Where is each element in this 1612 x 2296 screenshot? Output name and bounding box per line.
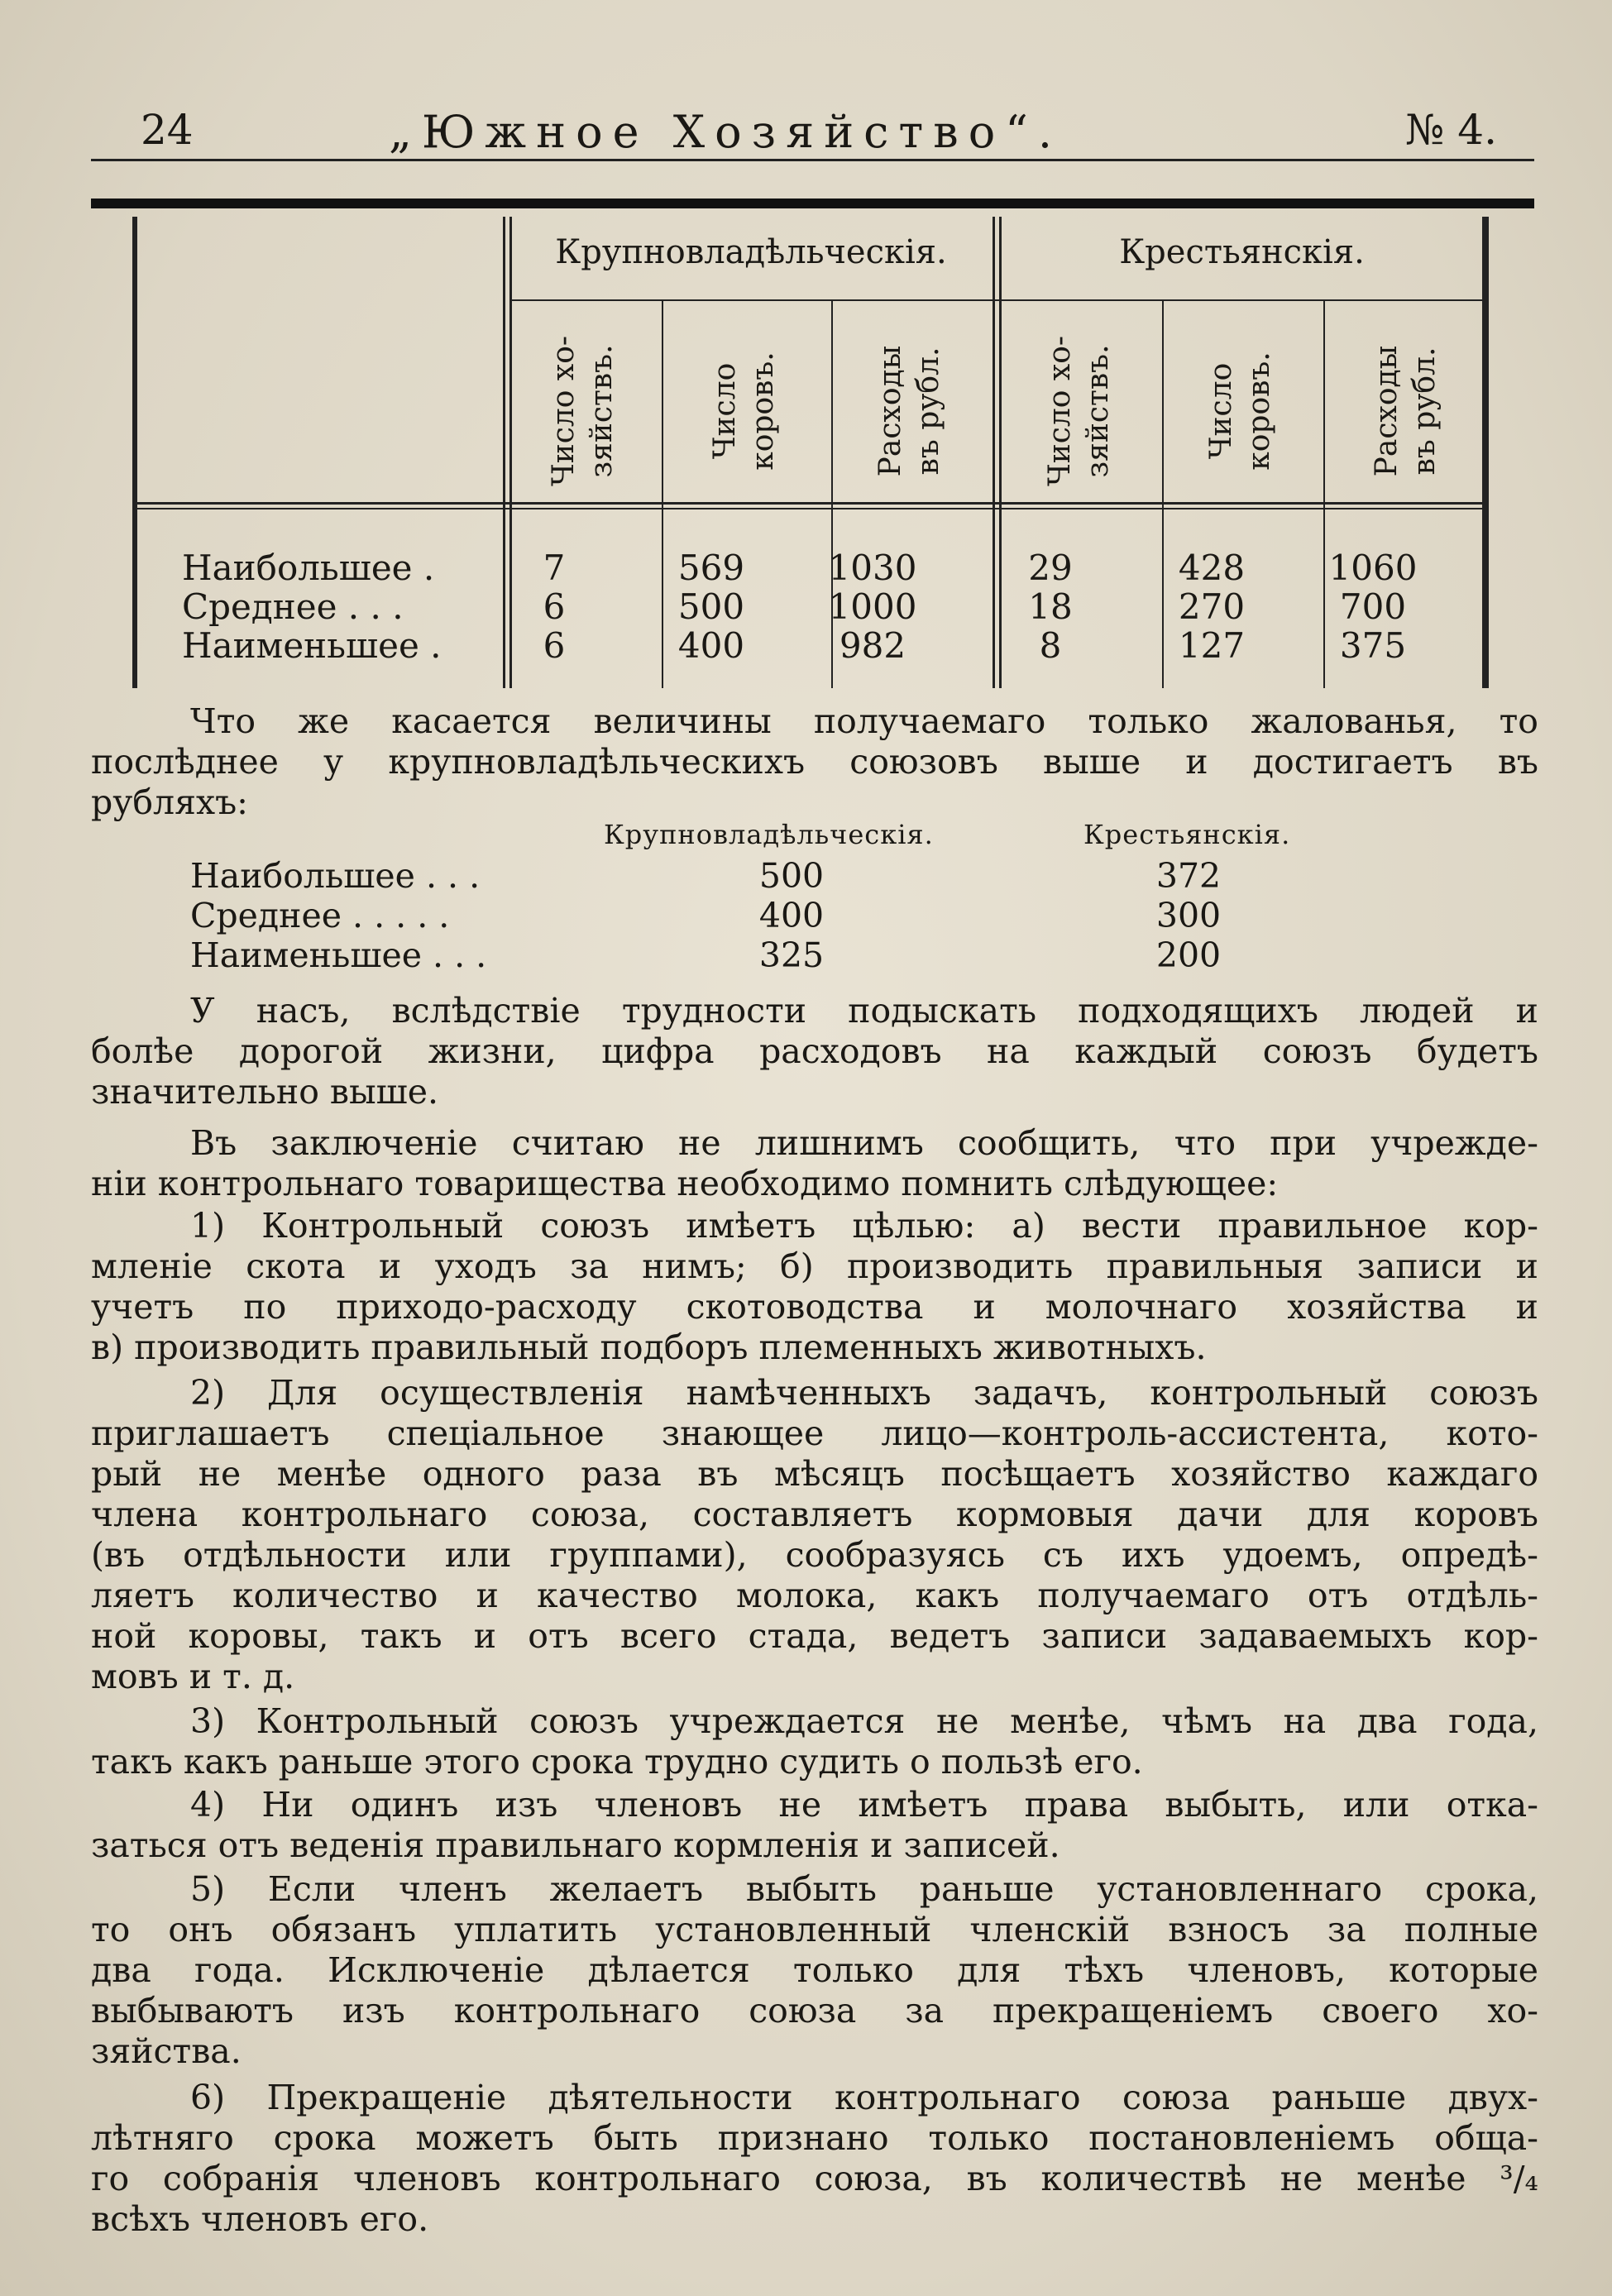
statistics-table [132,217,1489,688]
table-cell: 700 [1339,586,1407,627]
table-top-rule [91,199,1534,208]
group-header-peasant: Крестьянскія. [1119,233,1365,271]
table-cell: 428 [1178,548,1246,588]
journal-title: „Южное Хозяйство“. [389,106,1062,158]
paragraph: Что же касается величины получаемаго только жалованья, то послѣднее у крупновладѣльческихъ союзовъ выше и достигаетъ въ рубляхъ: [91,701,1538,822]
column-header: Расходы въ рубл. [1370,345,1442,477]
list-item: 2) Для осуществленія намѣченныхъ задачъ, контрольный союзъ приглашаетъ спеціальное знающее лицо—контроль-ассистента, кото- рый не менѣе одного раза въ мѣсяцъ посѣщаетъ хозяйство каждаго члена контрольнаго союза, составляетъ кормовыя дачи для коровъ (въ отдѣльности или группами), сообразуясь съ ихъ удоемъ, опредѣ- ляетъ количество и качество молока, какъ получаемаго отъ отдѣль- ной коровы, такъ и отъ всего стада, ведетъ записи задаваемыхъ кор- мовъ и т. д. [91,1373,1538,1696]
column-header: Число коровъ. [708,352,780,471]
list-item: 6) Прекращеніе дѣятельности контрольнаго союза раньше двух- лѣтняго срока можетъ быть признано только постановленіемъ обща- го собранія членовъ контрольнаго союза, въ количествѣ не менѣе ³/₄ всѣхъ членовъ его. [91,2078,1538,2239]
table-cell: 500 [758,856,825,896]
row-label: Среднее . . . [182,586,404,627]
table-cell: 1060 [1328,548,1418,588]
column-header: Число хо- зяйствъ. [547,335,619,487]
column-header: Крестьянскія. [1083,819,1291,850]
row-label: Наименьшее . . . [190,935,487,975]
table-cell: 300 [1155,896,1222,935]
table-cell: 8 [1039,625,1062,666]
column-header: Крупновладѣльческія. [604,819,934,850]
header-rule [91,159,1534,161]
column-header: Число хо- зяйствъ. [1043,335,1115,487]
list-item: 1) Контрольный союзъ имѣетъ цѣлью: а) вести правильное кор- мленіе скота и уходъ за нимъ; б) производить правильныя записи и учетъ по приходо-расходу скотоводства и молочнаго хозяйства и в) производить правильный подборъ племенныхъ животныхъ. [91,1206,1538,1367]
salary-table [190,819,1348,976]
table-cell: 325 [758,935,825,975]
list-item: 5) Если членъ желаетъ выбыть раньше установленнаго срока, то онъ обязанъ уплатить установленный членскій взносъ за полные два года. Исключеніе дѣлается только для тѣхъ членовъ, которые выбываютъ изъ контрольнаго союза за прекращеніемъ своего хо- зяйства. [91,1869,1538,2071]
table-cell: 7 [543,548,566,588]
table-cell: 6 [543,625,566,666]
table-cell: 1030 [828,548,917,588]
table-cell: 29 [1028,548,1073,588]
table-cell: 569 [677,548,745,588]
table-cell: 200 [1155,935,1222,975]
table-cell: 375 [1339,625,1407,666]
running-header [91,98,1530,164]
table-cell: 6 [543,586,566,627]
table-cell: 18 [1028,586,1073,627]
group-header-large: Крупновладѣльческія. [555,233,947,271]
table-cell: 1000 [828,586,917,627]
row-label: Наибольшее . . . [190,856,481,896]
table-cell: 400 [677,625,745,666]
paragraph: Въ заключеніе считаю не лишнимъ сообщить, что при учрежде- ніи контрольнаго товарищества необходимо помнить слѣдующее: [91,1123,1538,1203]
table-cell: 500 [677,586,745,627]
table-cell: 982 [839,625,906,666]
row-label: Наименьшее . [182,625,442,666]
issue-number: № 4. [1405,106,1497,154]
table-cell: 127 [1178,625,1246,666]
list-item: 3) Контрольный союзъ учреждается не менѣе, чѣмъ на два года, такъ какъ раньше этого срока трудно судить о пользѣ его. [91,1701,1538,1782]
table-cell: 400 [758,896,825,935]
table-cell: 270 [1178,586,1246,627]
list-item: 4) Ни одинъ изъ членовъ не имѣетъ права выбыть, или отка- заться отъ веденія правильнаго кормленія и записей. [91,1785,1538,1865]
row-label: Среднее . . . . . [190,896,450,935]
row-label: Наибольшее . [182,548,435,588]
paragraph: У насъ, вслѣдствіе трудности подыскать подходящихъ людей и болѣе дорогой жизни, цифра расходовъ на каждый союзъ будетъ значительно выше. [91,991,1538,1112]
table-cell: 372 [1155,856,1222,896]
column-header: Расходы въ рубл. [873,345,945,477]
page-number: 24 [141,106,194,154]
column-header: Число коровъ. [1204,352,1276,471]
